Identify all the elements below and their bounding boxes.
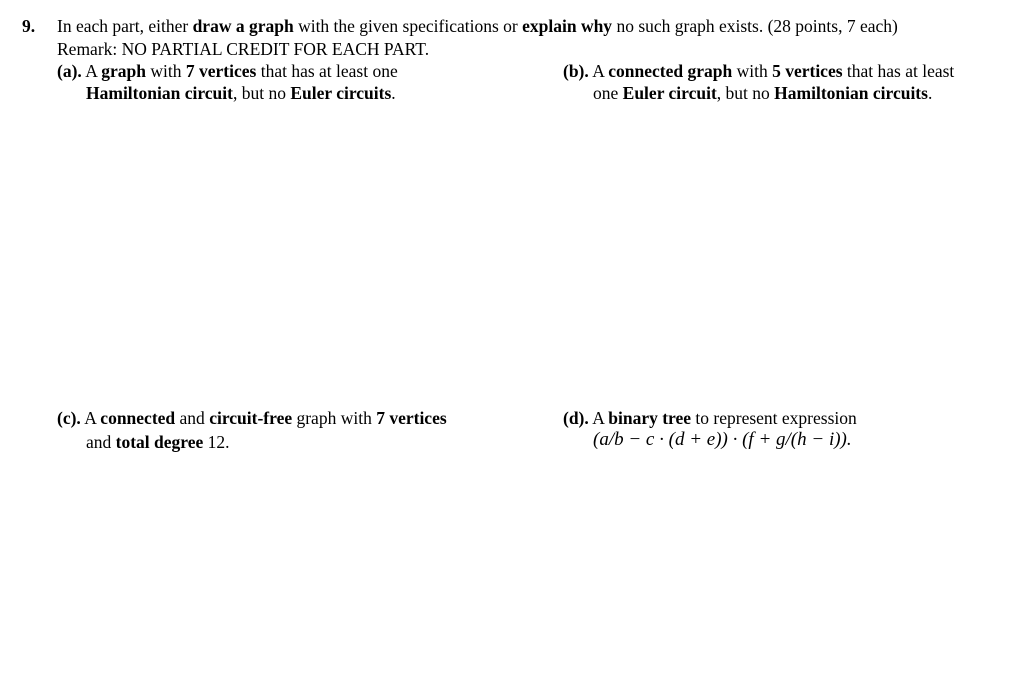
part-c-line-2: and total degree 12. [86,432,230,452]
question-remark: Remark: NO PARTIAL CREDIT FOR EACH PART. [57,39,430,59]
part-d-line-1: (d). A binary tree to represent expression [563,408,857,428]
part-d-label: (d). [563,408,589,428]
part-b-label: (b). [563,61,589,81]
part-d-expression: (a/b − c · (d + e)) · (f + g/(h − i)). [593,429,852,450]
part-b-line-1: (b). A connected graph with 5 vertices that has at least [563,61,955,81]
part-a-line-1: (a). A graph with 7 vertices that has at least one [57,61,398,81]
part-c-line-1: (c). A connected and circuit-free graph with 7 vertices [57,408,447,428]
question-intro: In each part, either draw a graph with the given specifications or explain why no such graph exists. (28 points, 7 each) [57,16,898,36]
part-a-label: (a). [57,61,82,81]
part-c-label: (c). [57,408,81,428]
part-b-line-2: one Euler circuit, but no Hamiltonian circuits. [593,83,933,103]
part-a-line-2: Hamiltonian circuit, but no Euler circuits. [86,83,396,103]
question-number: 9. [22,16,36,36]
